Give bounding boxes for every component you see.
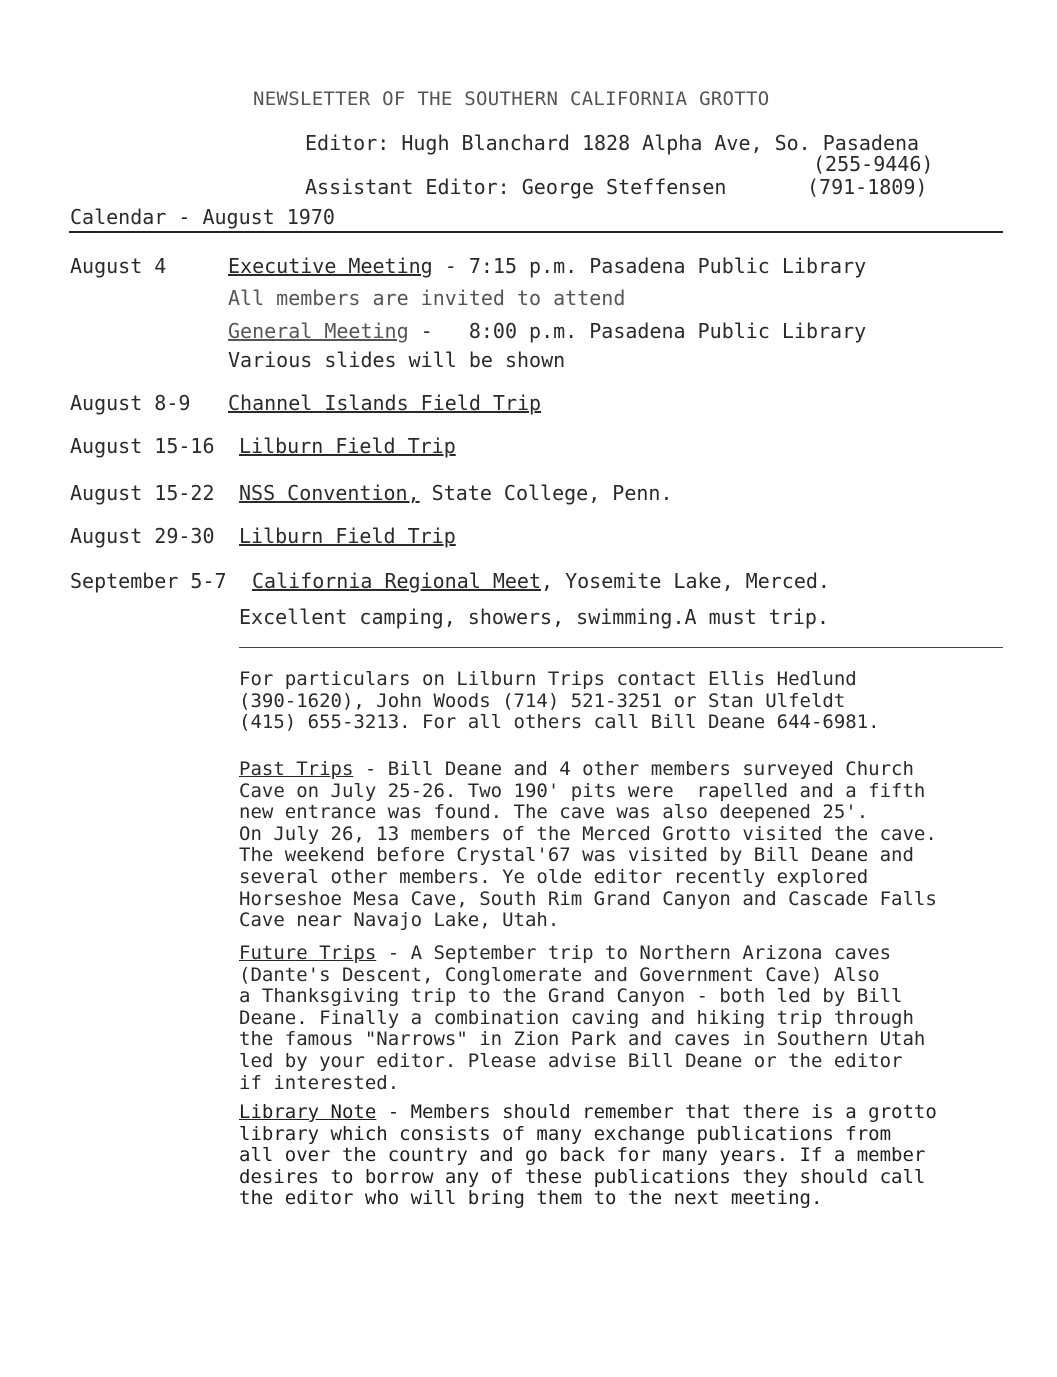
assistant-editor-phone: (791-1809): [807, 175, 928, 199]
section-heading: Library Note: [239, 1101, 377, 1123]
paragraph-line: On July 26, 13 members of the Merced Grotto visited the cave.: [239, 822, 937, 845]
entry-line: [239, 481, 673, 505]
entry-note: All members are invited to attend: [228, 286, 626, 310]
entry-title: Executive Meeting: [228, 254, 433, 278]
general-meeting: [228, 319, 866, 343]
section-divider: [239, 647, 1003, 648]
entry-note: Excellent camping, showers, swimming.A must trip.: [239, 605, 830, 629]
section-heading: Past Trips: [239, 758, 354, 780]
paragraph-line: (Dante's Descent, Conglomerate and Government Cave) Also: [239, 963, 880, 986]
library-note-paragraph: [239, 1102, 1039, 1210]
entry-title: NSS Convention,: [239, 481, 420, 505]
entry-note: Various slides will be shown: [228, 348, 566, 372]
editor-line: Editor: Hugh Blanchard 1828 Alpha Ave, So. Pasadena: [305, 131, 920, 155]
assistant-editor-line: Assistant Editor: George Steffensen: [305, 175, 727, 199]
entry-details: State College, Penn.: [419, 481, 673, 505]
entry-date: August 4: [70, 254, 167, 278]
entry-line: [252, 569, 830, 593]
paragraph-line: all over the country and go back for many years. If a member: [239, 1144, 926, 1167]
entry-details: - 7:15 p.m. Pasadena Public Library: [432, 254, 867, 278]
future-trips-paragraph: [239, 943, 1039, 1094]
calendar-title: Calendar - August 1970: [70, 205, 335, 229]
paragraph-line: For particulars on Lilburn Trips contact Ellis Hedlund: [239, 668, 857, 690]
entry-date: August 8-9: [70, 391, 191, 415]
entry-title: Lilburn Field Trip: [239, 434, 456, 458]
paragraph-line: the editor who will bring them to the next meeting.: [239, 1187, 823, 1210]
newsletter-title: NEWSLETTER OF THE SOUTHERN CALIFORNIA GROTTO: [253, 88, 770, 110]
entry-title: Lilburn Field Trip: [239, 524, 456, 548]
paragraph-first-line: [239, 943, 1039, 965]
paragraph-line: Horseshoe Mesa Cave, South Rim Grand Canyon and Cascade Falls: [239, 887, 937, 910]
editor-phone: (255-9446): [813, 152, 934, 176]
paragraph-line: if interested.: [239, 1071, 400, 1094]
section-heading: Future Trips: [239, 942, 377, 964]
entry-date: September 5-7: [70, 569, 227, 593]
past-trips-paragraph: [239, 759, 1039, 932]
paragraph-text: - Bill Deane and 4 other members surveyed Church: [353, 758, 914, 780]
header-divider: [69, 231, 1003, 233]
paragraph-text: - A September trip to Northern Arizona caves: [376, 942, 892, 964]
paragraph-line: the famous "Narrows" in Zion Park and caves in Southern Utah: [239, 1028, 926, 1051]
entry-title: Channel Islands Field Trip: [228, 391, 542, 415]
entry-title: California Regional Meet: [252, 569, 541, 593]
paragraph-line: desires to borrow any of these publications they should call: [239, 1165, 926, 1188]
paragraph-line: (390-1620), John Woods (714) 521-3251 or Stan Ulfeldt: [239, 689, 846, 712]
paragraph-line: led by your editor. Please advise Bill Deane or the editor: [239, 1049, 903, 1072]
paragraph-line: (415) 655-3213. For all others call Bill Deane 644-6981.: [239, 711, 880, 734]
paragraph-first-line: [239, 1102, 1039, 1124]
paragraph-line: several other members. Ye olde editor recently explored: [239, 865, 869, 888]
executive-meeting: [228, 254, 866, 278]
paragraph-first-line: [239, 759, 1039, 781]
entry-date: August 15-16: [70, 434, 215, 458]
paragraph-line: Deane. Finally a combination caving and hiking trip through: [239, 1006, 914, 1029]
entry-details: , Yosemite Lake, Merced.: [540, 569, 830, 593]
paragraph-text: - Members should remember that there is a grotto: [376, 1101, 937, 1123]
paragraph-line: Cave on July 25-26. Two 190' pits were rapelled and a fifth: [239, 779, 926, 802]
paragraph-line: The weekend before Crystal'67 was visited by Bill Deane and: [239, 844, 914, 867]
paragraph-line: a Thanksgiving trip to the Grand Canyon - both led by Bill: [239, 985, 903, 1008]
paragraph-line: Cave near Navajo Lake, Utah.: [239, 909, 560, 932]
entry-date: August 15-22: [70, 481, 215, 505]
paragraph-line: new entrance was found. The cave was also deepened 25'.: [239, 801, 869, 824]
entry-title: General Meeting: [228, 319, 409, 343]
entry-date: August 29-30: [70, 524, 215, 548]
contacts-paragraph: [239, 669, 1039, 734]
paragraph-line: library which consists of many exchange publications from: [239, 1122, 892, 1145]
entry-details: - 8:00 p.m. Pasadena Public Library: [408, 319, 867, 343]
